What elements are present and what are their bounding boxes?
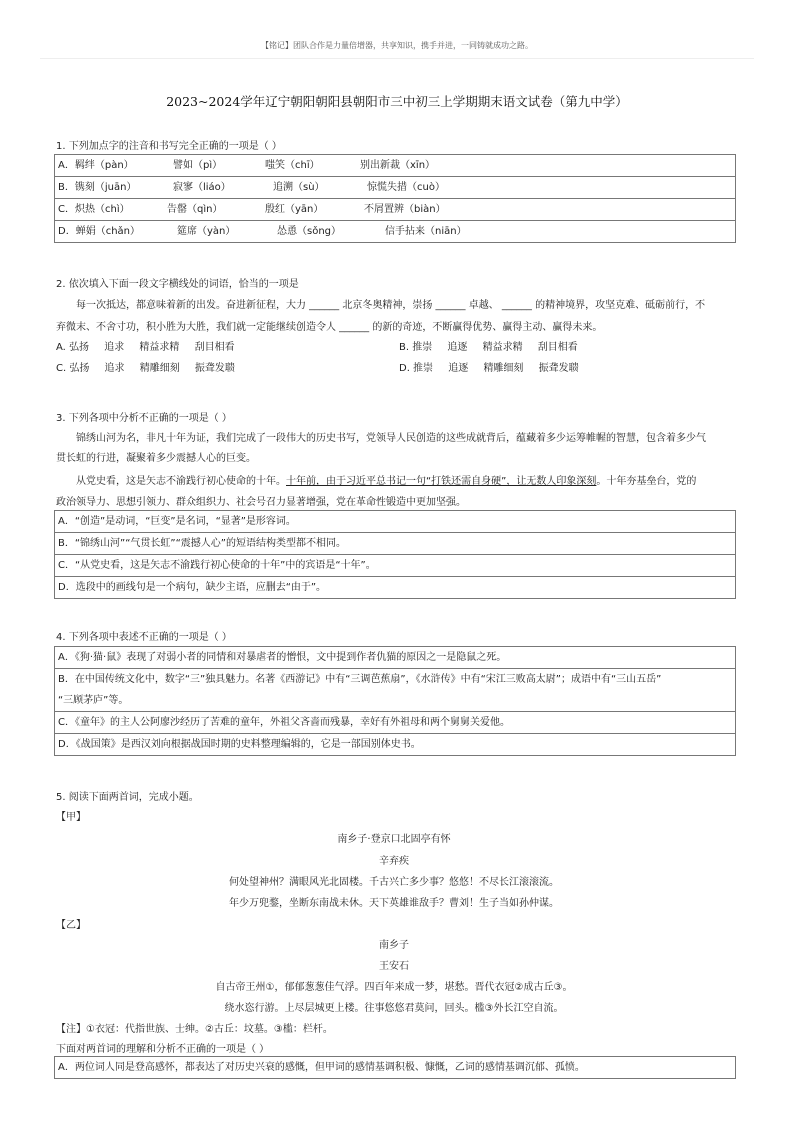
q2-d-w2: 追逐 (448, 363, 469, 374)
q2-option-c[interactable] (56, 359, 235, 374)
q1-a-item3: 嗤笑（chī） (265, 160, 320, 171)
q1-c-item1: C．炽热（chì） (58, 204, 130, 215)
q1-stem: 1. 下列加点字的注音和书写完全正确的一项是（ ） (56, 141, 282, 152)
q1-option-c[interactable] (55, 199, 735, 221)
poem1-author: 辛弃疾 (379, 856, 409, 867)
q2-passage-line2: 弃微末、不舍寸功，积小胜为大胜，我们就一定能继续创造令人 ______ 的新的奇迹，不断赢得优势、赢得主动、赢得未来。 (56, 322, 603, 333)
q1-a-item2: 譬如（pì） (173, 160, 223, 171)
q5-yi-label: 【乙】 (56, 920, 86, 931)
q3-passage-line2: 贯长虹的行进，凝聚着多少震撼人心的巨变。 (56, 453, 256, 464)
q2-passage-line1: 每一次抵达，都意味着新的出发。奋进新征程，大力 ______ 北京冬奥精神，崇扬 ______ 卓越、 ______ 的精神境界，攻坚克难、砥砺前行，不 (76, 300, 706, 311)
q3-passage-line1: 锦绣山河为名，非凡十年为证，我们完成了一段伟大的历史书写，党领导人民创造的这些成就背后，蕴藏着多少运筹帷幄的智慧，包含着多少气 (76, 433, 706, 444)
q3-option-d[interactable]: D．选段中的画线句是一个病句，缺少主语，应删去“由于”。 (55, 577, 735, 599)
header-divider (40, 58, 754, 59)
q1-c-item4: 不屑置辨（biàn） (364, 204, 446, 215)
q2-b-w1: B. 推崇 (399, 342, 433, 353)
q5-stem: 5. 阅读下面两首词，完成小题。 (56, 792, 199, 803)
q4-option-b-line2: “三顾茅庐”等。 (58, 695, 129, 706)
q2-d-w4: 振聋发聩 (538, 363, 579, 374)
poem1-line1: 何处望神州？满眼风光北固楼。千古兴亡多少事？悠悠！不尽长江滚滚流。 (229, 877, 559, 888)
q4-options-table (54, 646, 736, 756)
q3-line3-post: 。十年夯基垒台，党的 (596, 476, 697, 487)
header-motto: 【铭记】团队合作是力量倍增器，共享知识，携手并进，一同铸就成功之路。 (261, 41, 533, 50)
q1-d-item3: 怂恿（sǒng） (277, 226, 342, 237)
q1-a-item1: A．羁绊（pàn） (58, 160, 134, 171)
q2-stem: 2. 依次填入下面一段文字横线处的词语，恰当的一项是 (56, 279, 299, 290)
q1-option-d[interactable] (55, 221, 735, 243)
q2-c-w3: 精雕细刻 (139, 363, 180, 374)
q3-underlined-sentence: 十年前，由于习近平总书记一句“打铁还需自身硬”，让无数人印象深刻 (286, 476, 597, 487)
q4-option-a[interactable]: A．《狗·猫·鼠》表现了对弱小者的同情和对暴虐者的憎恨，文中提到作者仇猫的原因之一是隐鼠之死。 (55, 647, 735, 669)
q2-c-w4: 振聋发聩 (194, 363, 235, 374)
q3-option-c[interactable]: C．“从党史看，这是矢志不渝践行初心使命的十年”中的宾语是“十年”。 (55, 555, 735, 577)
q1-b-item2: 寂寥（liáo） (173, 182, 231, 193)
q1-c-item2: 告罄（qìn） (167, 204, 223, 215)
q2-d-w3: 精雕细刻 (483, 363, 524, 374)
poem2-title: 南乡子 (379, 940, 409, 951)
q1-option-b[interactable] (55, 177, 735, 199)
q2-a-w2: 追求 (104, 342, 125, 353)
q1-a-item4: 别出新裁（xīn） (360, 160, 436, 171)
q3-line3-pre: 从党史看，这是矢志不渝践行初心使命的十年。 (76, 476, 286, 487)
poem2-line2: 绕水恣行游。上尽层城更上楼。往事悠悠君莫问，回头。槛③外长江空自流。 (224, 1003, 564, 1014)
q2-a-w4: 刮目相看 (194, 342, 235, 353)
q5-option-a[interactable]: A．两位词人同是登高感怀，都表达了对历史兴衰的感慨，但甲词的感情基调积极、慷慨，乙词的感情基调沉郁、孤愤。 (55, 1057, 735, 1079)
q3-option-a[interactable]: A．“创造”是动词，“巨变”是名词，“显著”是形容词。 (55, 511, 735, 533)
q5-sub-stem: 下面对两首词的理解和分析不正确的一项是（ ） (56, 1044, 270, 1055)
q1-b-item1: B．镌刻（juān） (58, 182, 137, 193)
q2-b-w3: 精益求精 (482, 342, 523, 353)
q1-c-item3: 殷红（yān） (265, 204, 324, 215)
q2-option-d[interactable] (399, 359, 579, 374)
q5-annotation: 【注】①衣冠：代指世族、士绅。②古丘：坟墓。③槛：栏杆。 (56, 1024, 333, 1035)
q1-d-item2: 筵席（yàn） (177, 226, 236, 237)
q3-passage-line3 (56, 472, 746, 487)
q1-b-item4: 惊慌失措（cuò） (367, 182, 445, 193)
q1-d-item1: D．蝉娟（chǎn） (58, 226, 141, 237)
q2-a-w3: 精益求精 (139, 342, 180, 353)
q5-options-table (54, 1056, 736, 1079)
poem2-author: 王安石 (379, 961, 409, 972)
poem1-line2: 年少万兜鍪，坐断东南战未休。天下英雄谁敌手？曹刘！生子当如孙仲谋。 (229, 898, 559, 909)
q2-b-w4: 刮目相看 (537, 342, 578, 353)
q3-options-table (54, 510, 736, 599)
q1-option-a[interactable] (55, 155, 735, 177)
q3-stem: 3. 下列各项中分析不正确的一项是（ ） (56, 413, 232, 424)
q2-d-w1: D. 推崇 (399, 363, 434, 374)
q4-option-d[interactable]: D．《战国策》是西汉刘向根据战国时期的史料整理编辑的，它是一部国别体史书。 (55, 734, 735, 756)
poem1-title: 南乡子·登京口北固亭有怀 (337, 834, 451, 845)
q2-c-w2: 追求 (104, 363, 125, 374)
q3-passage-line4: 政治领导力、思想引领力、群众组织力、社会号召力显著增强，党在革命性锻造中更加坚强。 (56, 497, 466, 508)
q1-d-item4: 信手拈来（niān） (385, 226, 467, 237)
poem2-line1: 自古帝王州①，郁郁葱葱佳气浮。四百年来成一梦，堪愁。晋代衣冠②成古丘③。 (215, 982, 573, 993)
q4-stem: 4. 下列各项中表述不正确的一项是（ ） (56, 632, 232, 643)
q2-c-w1: C. 弘扬 (56, 363, 90, 374)
q4-option-b-line1: B．在中国传统文化中，数字“三”独具魅力。名著《西游记》中有“三调芭蕉扇”，《水浒传》中有“宋江三败高太尉”；成语中有“三山五岳” (58, 674, 662, 685)
q2-option-b[interactable] (399, 338, 578, 353)
q3-option-b[interactable]: B．“锦绣山河”“气贯长虹”“震撼人心”的短语结构类型都不相同。 (55, 533, 735, 555)
q1-b-item3: 追溯（sù） (273, 182, 325, 193)
q4-option-c[interactable]: C．《童年》的主人公阿廖沙经历了苦难的童年，外祖父吝啬而残暴，幸好有外祖母和两个舅舅关爱他。 (55, 712, 735, 734)
page-title: 2023~2024学年辽宁朝阳朝阳县朝阳市三中初三上学期期末语文试卷（第九中学） (166, 94, 628, 109)
q2-b-w2: 追逐 (447, 342, 468, 353)
q2-option-a[interactable] (56, 338, 235, 353)
q2-a-w1: A. 弘扬 (56, 342, 90, 353)
q1-options-table (54, 154, 736, 243)
q5-jia-label: 【甲】 (56, 812, 86, 823)
q4-option-b[interactable] (55, 669, 735, 712)
